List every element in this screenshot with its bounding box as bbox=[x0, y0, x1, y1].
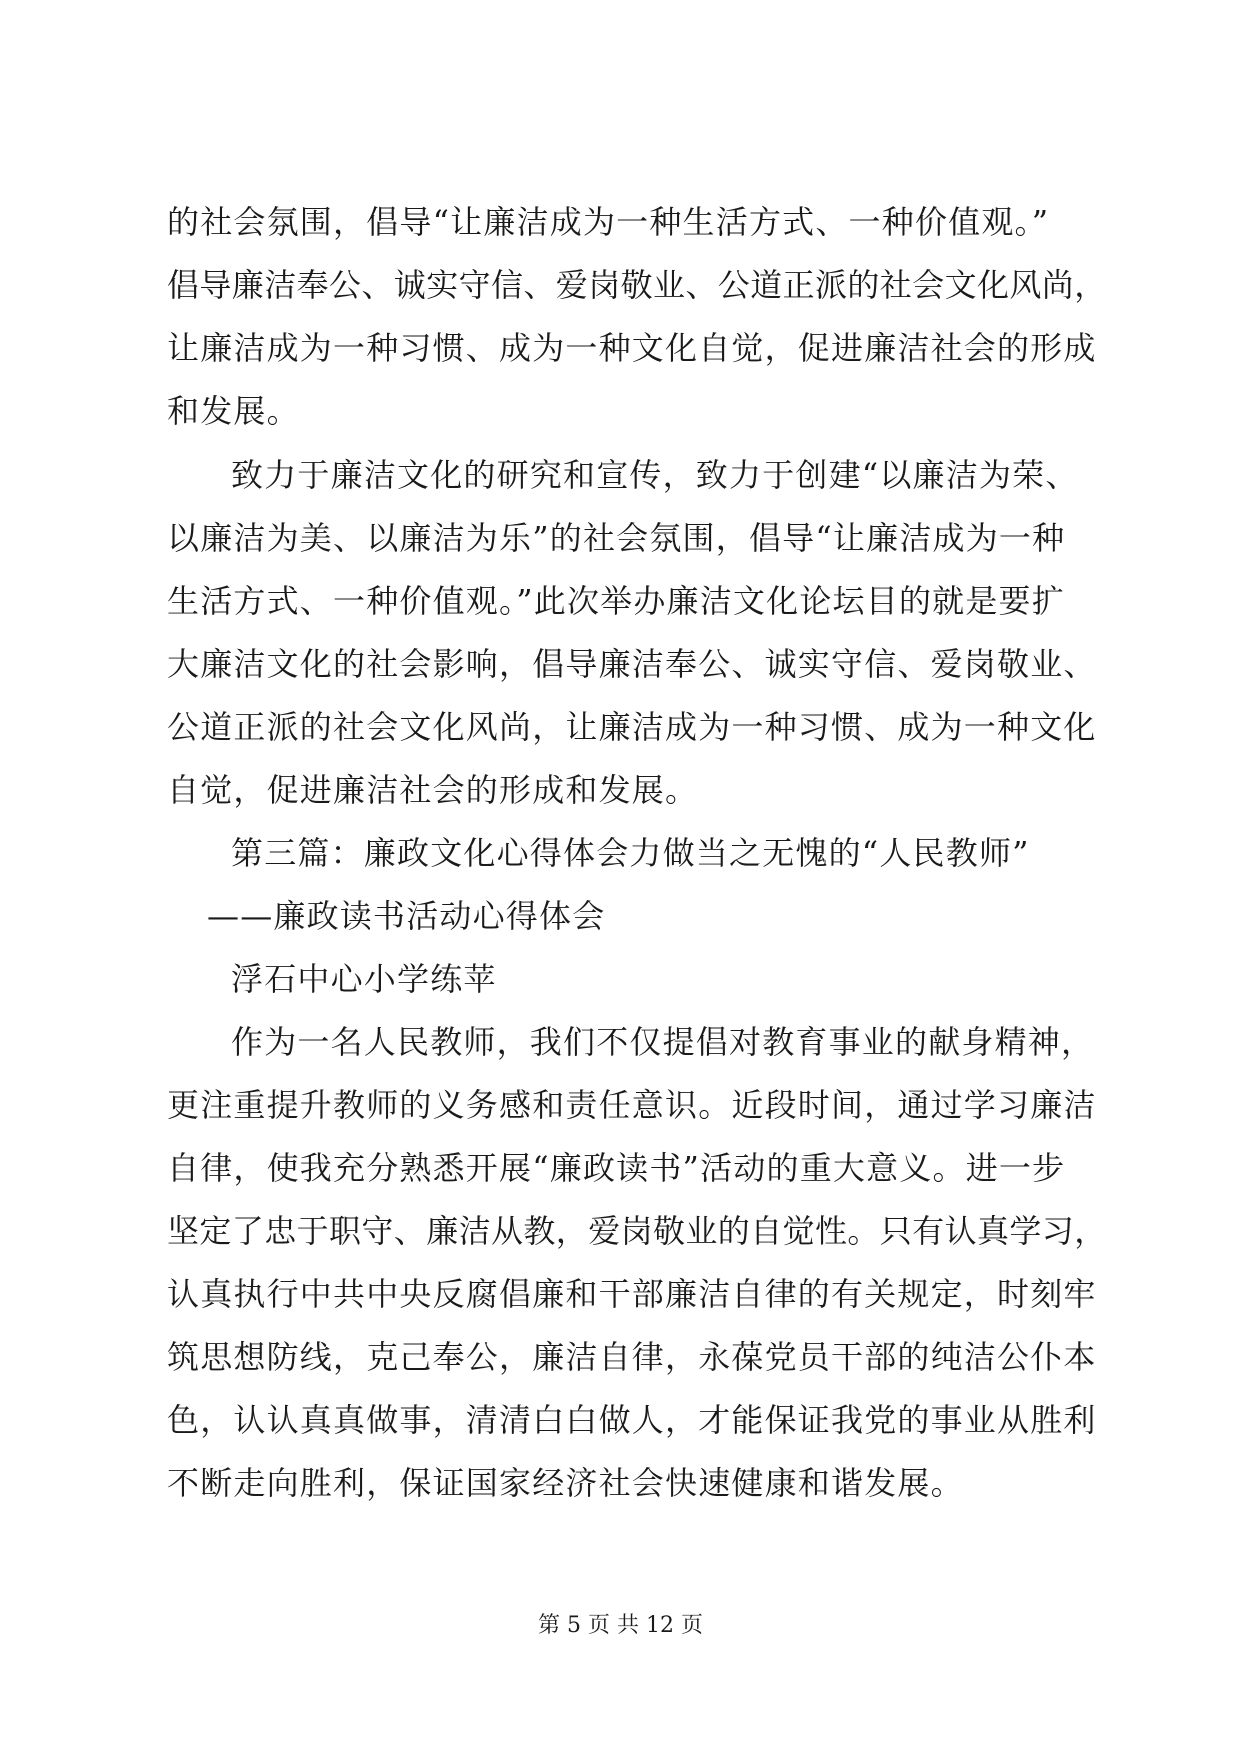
paragraph-first-line: 作为一名人民教师，我们不仅提倡对教育事业的献身精神， bbox=[231, 1023, 1095, 1061]
text-line: 自律，使我充分熟悉开展“廉政读书”活动的重大意义。进一步 bbox=[167, 1149, 1066, 1187]
text-line: 坚定了忠于职守、廉洁从教，爱岗敬业的自觉性。只有认真学习， bbox=[167, 1212, 1107, 1250]
text-line: 以廉洁为美、以廉洁为乐”的社会氛围，倡导“让廉洁成为一种 bbox=[167, 519, 1066, 557]
page-number-footer: 第 5 页 共 12 页 bbox=[538, 1613, 703, 1638]
text-line: 筑思想防线，克己奉公，廉洁自律，永葆党员干部的纯洁公仆本 bbox=[167, 1338, 1097, 1376]
author-line: 浮石中心小学练苹 bbox=[231, 960, 497, 998]
section-subtitle: ——廉政读书活动心得体会 bbox=[207, 897, 606, 935]
text-line: 更注重提升教师的义务感和责任意识。近段时间，通过学习廉洁 bbox=[167, 1086, 1097, 1124]
text-line: 公道正派的社会文化风尚，让廉洁成为一种习惯、成为一种文化 bbox=[167, 708, 1097, 746]
text-line: 让廉洁成为一种习惯、成为一种文化自觉，促进廉洁社会的形成 bbox=[167, 329, 1097, 367]
text-line: 不断走向胜利，保证国家经济社会快速健康和谐发展。 bbox=[167, 1464, 964, 1502]
text-line: 和发展。 bbox=[167, 392, 300, 430]
text-line: 自觉，促进廉洁社会的形成和发展。 bbox=[167, 771, 699, 809]
text-line: 生活方式、一种价值观。”此次举办廉洁文化论坛目的就是要扩 bbox=[167, 582, 1065, 620]
text-line: 大廉洁文化的社会影响，倡导廉洁奉公、诚实守信、爱岗敬业、 bbox=[167, 645, 1097, 683]
text-line: 的社会氛围，倡导“让廉洁成为一种生活方式、一种价值观。” bbox=[167, 203, 1050, 241]
text-line: 倡导廉洁奉公、诚实守信、爱岗敬业、公道正派的社会文化风尚， bbox=[167, 266, 1107, 304]
text-line: 色，认认真真做事，清清白白做人，才能保证我党的事业从胜利 bbox=[167, 1401, 1097, 1439]
section-title: 第三篇：廉政文化心得体会力做当之无愧的“人民教师” bbox=[231, 834, 1030, 872]
text-line: 认真执行中共中央反腐倡廉和干部廉洁自律的有关规定，时刻牢 bbox=[167, 1275, 1097, 1313]
paragraph-first-line: 致力于廉洁文化的研究和宣传，致力于创建“以廉洁为荣、 bbox=[231, 456, 1079, 494]
